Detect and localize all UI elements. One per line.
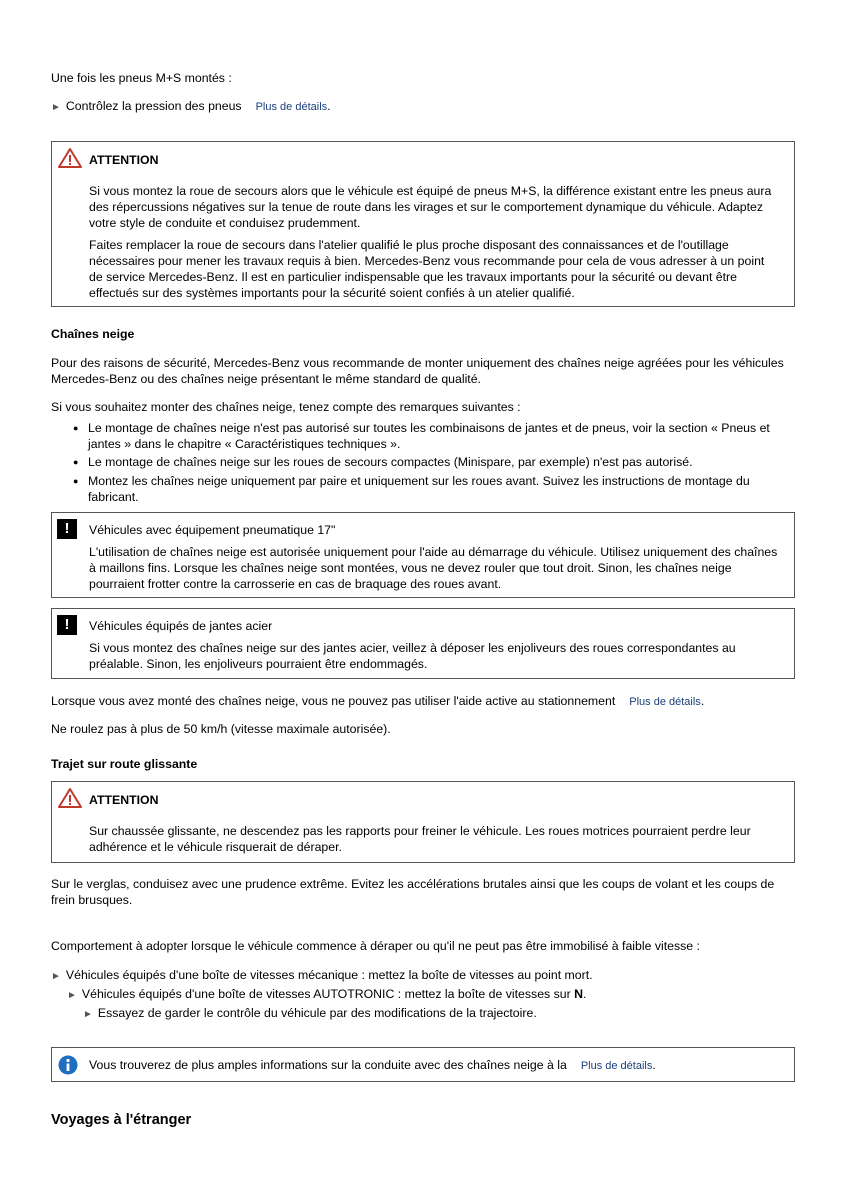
step-arrow-icon: ►: [51, 102, 61, 113]
list-item: Montez les chaînes neige uniquement par paire et uniquement sur les roues avant. Suivez les instructions de montage du fabricant.: [88, 474, 750, 504]
paragraph: Si vous souhaitez monter des chaînes neige, tenez compte des remarques suivantes :: [51, 400, 521, 414]
step-arrow-icon: ►: [67, 990, 77, 1001]
exclamation-icon: !: [57, 615, 77, 635]
list-item: Le montage de chaînes neige n'est pas autorisé sur toutes les combinaisons de jantes et de pneus, voir la section « Pneus et jantes » dans le chapitre « Caractéristiques techniques ».: [88, 421, 770, 451]
step-arrow-icon: ►: [51, 971, 61, 982]
warning-box: [51, 781, 795, 863]
warning-paragraph: Faites remplacer la roue de secours dans l'atelier qualifié le plus proche disposant des connaissances et de l'outillage nécessaires pour mener les travaux requis à bien. Mercedes-Benz vous recommande pour cela de vous adresser à un point de service Mercedes-Benz. Il est en particulier indispensable que les travaux importants pour la sécurité ou devant être effectués sur des systèmes importants pour la sécurité soient confiés à un atelier qualifié.: [89, 238, 765, 300]
paragraph: Pour des raisons de sécurité, Mercedes-Benz vous recommande de monter uniquement des chaînes neige agréées pour les véhicules Mercedes-Benz ou des chaînes neige présentant le même standard de qualité.: [51, 356, 784, 386]
info-text: Vous trouverez de plus amples informations sur la conduite avec des chaînes neige à la Plus de détails.: [89, 1058, 656, 1072]
exclamation-icon: !: [57, 519, 77, 539]
step-item: ► Véhicules équipés d'une boîte de vitesses AUTOTRONIC : mettez la boîte de vitesses sur N.: [67, 987, 587, 1001]
note-title: Véhicules avec équipement pneumatique 17": [89, 523, 336, 537]
warning-title: ATTENTION: [89, 153, 159, 167]
details-link[interactable]: Plus de détails: [255, 101, 328, 113]
warning-paragraph: Sur chaussée glissante, ne descendez pas les rapports pour freiner le véhicule. Les roues motrices pourraient perdre leur adhérence et le véhicule risquerait de déraper.: [89, 824, 751, 854]
note-box: [51, 512, 795, 598]
section-heading: Voyages à l'étranger: [51, 1112, 192, 1128]
warning-paragraph: Si vous montez la roue de secours alors que le véhicule est équipé de pneus M+S, la différence existant entre les pneus aura des répercussions négatives sur la tenue de route dans les virages et sur le comportement dynamique du véhicule. Adaptez votre style de conduite et conduisez prudemment.: [89, 184, 772, 230]
intro-text: Une fois les pneus M+S montés :: [51, 71, 232, 85]
info-box: [51, 1047, 795, 1082]
bullet-icon: ●: [73, 423, 79, 433]
warning-title: ATTENTION: [89, 793, 159, 807]
intro-step-text: Contrôlez la pression des pneus: [65, 99, 242, 113]
warning-triangle-icon: [57, 147, 83, 169]
list-item: Le montage de chaînes neige sur les roues de secours compactes (Minispare, par exemple) n'est pas autorisé.: [88, 455, 693, 469]
info-icon: [58, 1055, 78, 1075]
note-title: Véhicules équipés de jantes acier: [89, 619, 273, 633]
warning-box: [51, 141, 795, 307]
section-heading: Chaînes neige: [51, 327, 135, 341]
paragraph: Lorsque vous avez monté des chaînes neige, vous ne pouvez pas utiliser l'aide active au stationnement Plus de détails.: [51, 694, 705, 708]
bullet-icon: ●: [73, 457, 79, 467]
step-item: ► Essayez de garder le contrôle du véhicule par des modifications de la trajectoire.: [83, 1006, 537, 1020]
note-text: L'utilisation de chaînes neige est autorisée uniquement pour l'aide au démarrage du véhicule. Utilisez uniquement des chaînes à maillons fins. Lorsque les chaînes neige sont montées, vous ne devez rouler que tout droit. Sinon, les chaînes neige pourraient frotter contre la carrosserie en cas de braquage des roues avant.: [89, 545, 778, 591]
bullet-icon: ●: [73, 476, 79, 486]
note-box: [51, 608, 795, 679]
note-text: Si vous montez des chaînes neige sur des jantes acier, veillez à déposer les enjoliveurs des roues correspondantes au préalable. Sinon, les enjoliveurs pourraient être endommagés.: [89, 641, 736, 671]
section-heading: Trajet sur route glissante: [51, 757, 198, 771]
intro-step: ► Contrôlez la pression des pneus Plus de détails.: [51, 99, 331, 113]
warning-triangle-icon: [57, 787, 83, 809]
step-arrow-icon: ►: [83, 1009, 93, 1020]
step-item: ► Véhicules équipés d'une boîte de vitesses mécanique : mettez la boîte de vitesses au point mort.: [51, 968, 593, 982]
paragraph: Ne roulez pas à plus de 50 km/h (vitesse maximale autorisée).: [51, 722, 391, 736]
paragraph: Comportement à adopter lorsque le véhicule commence à déraper ou qu'il ne peut pas être immobilisé à faible vitesse :: [51, 939, 700, 953]
details-link[interactable]: Plus de détails: [629, 696, 701, 708]
details-link[interactable]: Plus de détails: [580, 1060, 653, 1072]
paragraph: Sur le verglas, conduisez avec une prudence extrême. Evitez les accélérations brutales ainsi que les coups de volant et les coups de frein brusques.: [51, 877, 775, 907]
